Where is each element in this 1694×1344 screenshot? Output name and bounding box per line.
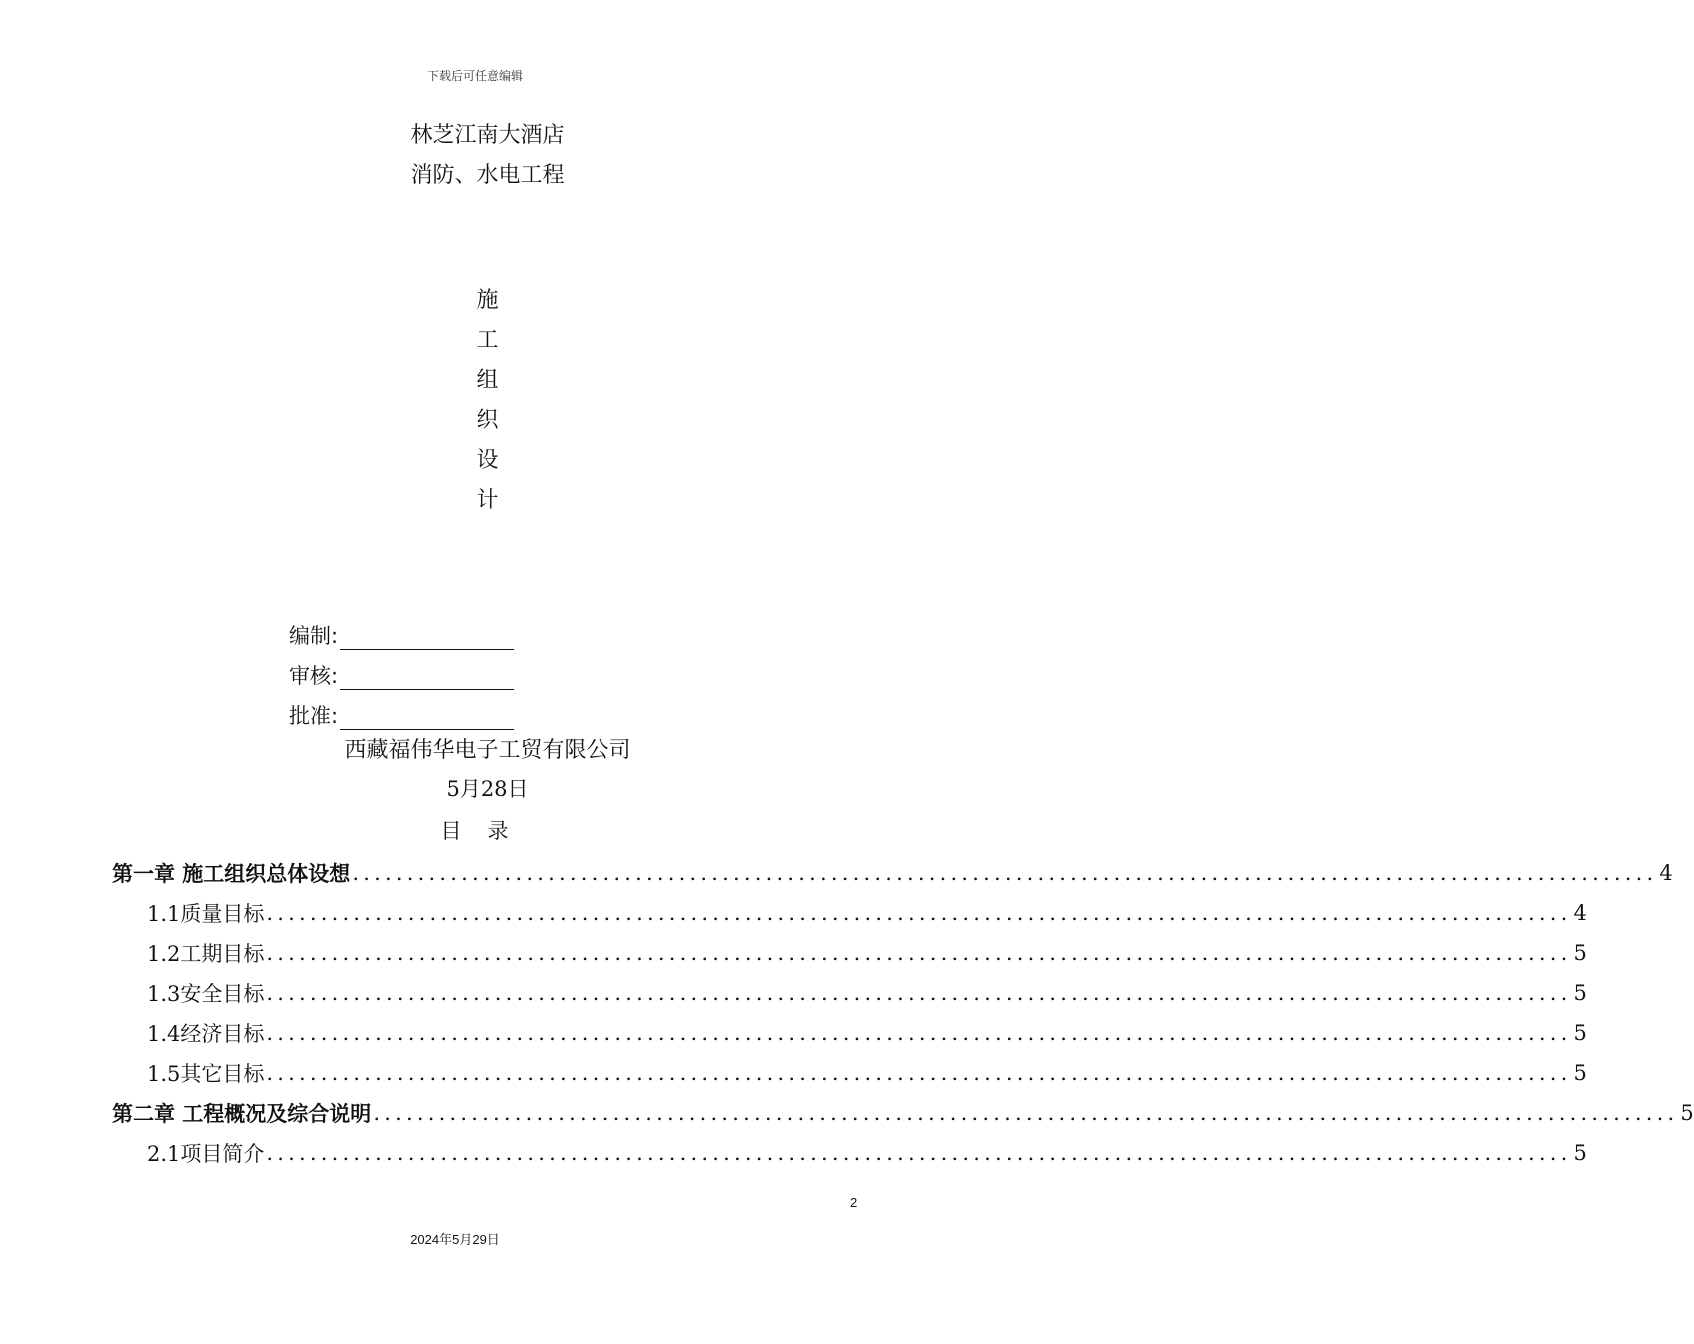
toc-entry-text: 工期目标 [180,942,265,966]
table-of-contents [112,853,1694,1173]
header-note: 下载后可任意编辑 [426,69,523,83]
toc-entry-text: 质量目标 [180,902,265,926]
toc-entry-text: 第二章 工程概况及综合说明 [112,1102,372,1126]
project-title: 林芝江南大酒店 [410,123,565,148]
document-type-char: 织 [476,408,499,433]
toc-entry-page: 4 [1659,861,1673,885]
toc-entry-number: 2.1 [147,1142,181,1166]
toc-heading: 目录 [440,819,535,843]
project-subtitle: 消防、水电工程 [410,163,565,188]
toc-leader-dots: ........................................................................................................................ [266,1021,1572,1045]
toc-entry-page: 5 [1573,1061,1587,1085]
toc-entry-title [147,1138,264,1168]
company-name: 西藏福伟华电子工贸有限公司 [344,738,631,763]
toc-entry[interactable] [112,1013,1587,1053]
toc-entry-number: 1.2 [147,942,181,966]
toc-leader-dots: ........................................................................................................................ [266,941,1572,965]
signature-row-compile [289,610,514,650]
toc-entry[interactable] [112,1093,1694,1133]
toc-entry-page: 5 [1573,1021,1587,1045]
toc-entry-title [147,938,264,968]
footer-date: 2024年5月29日 [410,1232,500,1247]
toc-entry-title [112,858,350,888]
toc-entry-page: 5 [1573,941,1587,965]
document-type-char: 工 [476,328,499,353]
toc-entry-title [147,1018,264,1048]
document-type-char: 施 [476,288,499,313]
toc-entry[interactable] [112,893,1587,933]
signature-label: 编制: [289,624,339,648]
toc-leader-dots: ........................................................................................................................ [373,1101,1679,1125]
document-type-title [0,285,975,525]
signature-line [340,709,514,730]
toc-entry-text: 其它目标 [180,1062,265,1086]
signature-row-review [289,650,514,690]
toc-entry-number: 1.5 [147,1062,181,1086]
toc-entry[interactable] [112,933,1587,973]
signature-row-approve [289,690,514,730]
toc-leader-dots: ........................................................................................................................ [266,981,1572,1005]
toc-entry-title [147,1058,264,1088]
toc-entry-page: 4 [1573,901,1587,925]
toc-entry-page: 5 [1573,981,1587,1005]
document-type-char: 组 [476,368,499,393]
toc-entry-text: 经济目标 [180,1022,265,1046]
toc-entry-title [112,1098,371,1128]
toc-entry-number: 1.1 [147,902,181,926]
toc-leader-dots: ........................................................................................................................ [352,861,1658,885]
page-number: 2 [850,1195,858,1210]
toc-entry-text: 项目简介 [180,1142,265,1166]
signature-line [340,669,514,690]
toc-entry-title [147,978,264,1008]
document-type-char: 设 [476,448,499,473]
signature-label: 审核: [289,664,339,688]
toc-entry-number: 1.3 [147,982,181,1006]
toc-leader-dots: ........................................................................................................................ [266,1061,1572,1085]
toc-entry[interactable] [112,1053,1587,1093]
document-date: 5月28日 [446,777,529,801]
toc-leader-dots: ........................................................................................................................ [266,901,1572,925]
signature-line [340,629,514,650]
toc-entry[interactable] [112,973,1587,1013]
signature-label: 批准: [289,704,339,728]
signature-block [289,610,514,730]
toc-entry-number: 1.4 [147,1022,181,1046]
toc-entry-text: 安全目标 [180,982,265,1006]
toc-entry-title [147,898,264,928]
toc-entry-page: 5 [1573,1141,1587,1165]
toc-leader-dots: ........................................................................................................................ [266,1141,1572,1165]
toc-entry-page: 5 [1680,1101,1694,1125]
toc-entry[interactable] [112,853,1673,893]
toc-entry-text: 第一章 施工组织总体设想 [112,862,351,886]
document-type-char: 计 [476,488,499,513]
toc-entry[interactable] [112,1133,1587,1173]
